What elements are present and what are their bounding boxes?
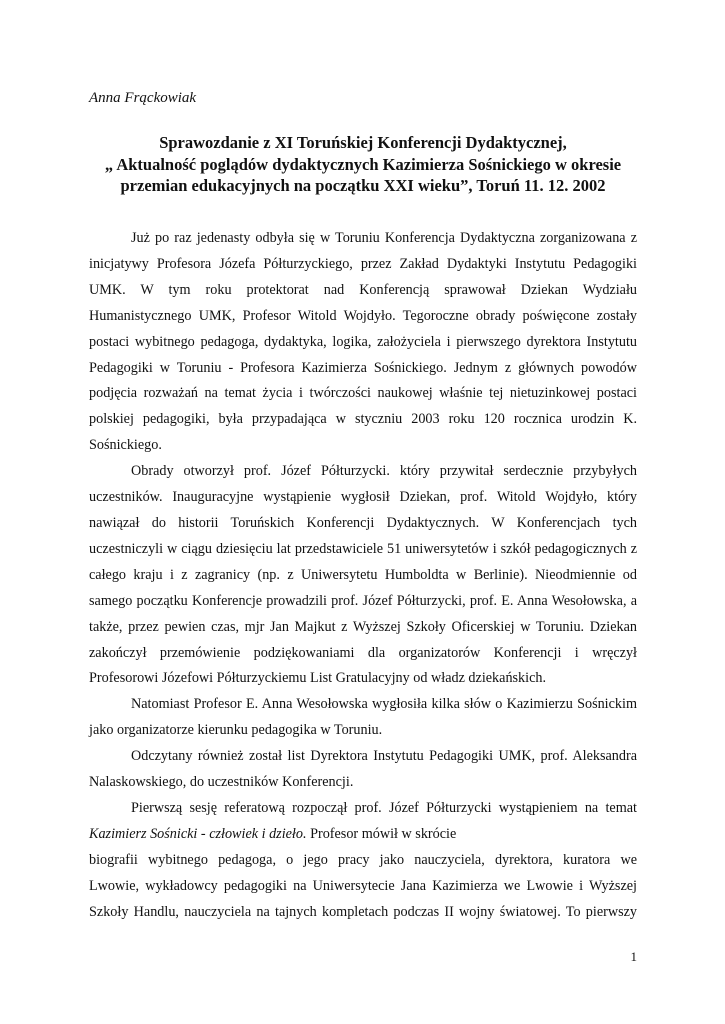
body-line: Szkoły Handlu, nauczyciela na tajnych kompletach podczas II wojny światowej. To pierwszy — [89, 903, 637, 920]
body-paragraph: Obrady otworzył prof. Józef Półturzycki. który przywitał serdecznie przybyłych uczestników. Inauguracyjne wystąpienie wygłosił Dziekan, prof. Witold Wojdyło, który nawiązał do historii Toruńskich Konferencji Dydaktycznych. W Konferencjach tych uczestniczyli w ciągu dziesięciu lat przedstawiciele 51 uniwersytetów i szkół pedagogicznych z całego kraju i z zagranicy (np. z Uniwersytetu Humboldta w Berlinie). Nieodmiennie od samego początku Konferencje prowadzili prof. Józef Półturzycki, prof. E. Anna Wesołowska, a także, przez pewien czas, mjr Jan Majkut z Wyższej Szkoły Oficerskiej w Toruniu. Dziekan zakończył przemówienie podziękowaniami dla organizatorów Konferencji i wręczył Profesorowi Józefowi Półturzyckiemu List Gratulacyjny od władz dziekańskich. — [89, 463, 637, 687]
title-line: „ Aktualność poglądów dydaktycznych Kazimierza Sośnickiego w okresie — [104, 154, 622, 174]
session-paragraph-intro — [89, 796, 637, 848]
body-line: Lwowie, wykładowcy pedagogiki na Uniwersytecie Jana Kazimierza we Lwowie i Wyższej — [89, 877, 637, 894]
document-title — [89, 132, 637, 197]
body-paragraph: Odczytany również został list Dyrektora Instytutu Pedagogiki UMK, prof. Aleksandra Nalaskowskiego, do uczestników Konferencji. — [89, 748, 637, 791]
talk-title: Kazimierz Sośnicki - człowiek i dzieło. — [89, 825, 307, 842]
document-body — [89, 226, 637, 925]
body-paragraph: Natomiast Profesor E. Anna Wesołowska wygłosiła kilka słów o Kazimierzu Sośnickim jako organizatorze kierunku pedagogika w Toruniu. — [89, 696, 637, 739]
title-line: Sprawozdanie z XI Toruńskiej Konferencji Dydaktycznej, — [159, 133, 567, 152]
session-intro-text: Pierwszą sesję referatową rozpoczął prof. Józef Półturzycki wystąpieniem na temat — [131, 799, 637, 816]
session-after-title: Profesor mówił w skrócie — [306, 825, 457, 842]
author-name: Anna Frąckowiak — [89, 90, 197, 106]
page-number: 1 — [630, 949, 637, 964]
body-line: biografii wybitnego pedagoga, o jego pracy jako nauczyciela, dyrektora, kuratora we — [89, 851, 637, 868]
body-paragraph: Już po raz jedenasty odbyła się w Toruniu Konferencja Dydaktyczna zorganizowana z inicjatywy Profesora Józefa Półturzyckiego, przez Zakład Dydaktyki Instytutu Pedagogiki UMK. W tym roku protektorat nad Konferencją sprawował Dziekan Wydziału Humanistycznego UMK, Profesor Witold Wojdyło. Tegoroczne obrady poświęcone zostały postaci wybitnego pedagoga, dydaktyka, logika, założyciela i pierwszego dyrektora Instytutu Pedagogiki w Toruniu - Profesora Kazimierza Sośnickiego. Jednym z głównych powodów podjęcia rozważań na temat życia i twórczości naukowej właśnie tej nietuzinkowej postaci polskiej pedagogiki, była przypadająca w styczniu 2003 roku 120 rocznica urodzin K. Sośnickiego. — [89, 230, 637, 454]
title-line: przemian edukacyjnych na początku XXI wieku”, Toruń 11. 12. 2002 — [120, 176, 606, 195]
